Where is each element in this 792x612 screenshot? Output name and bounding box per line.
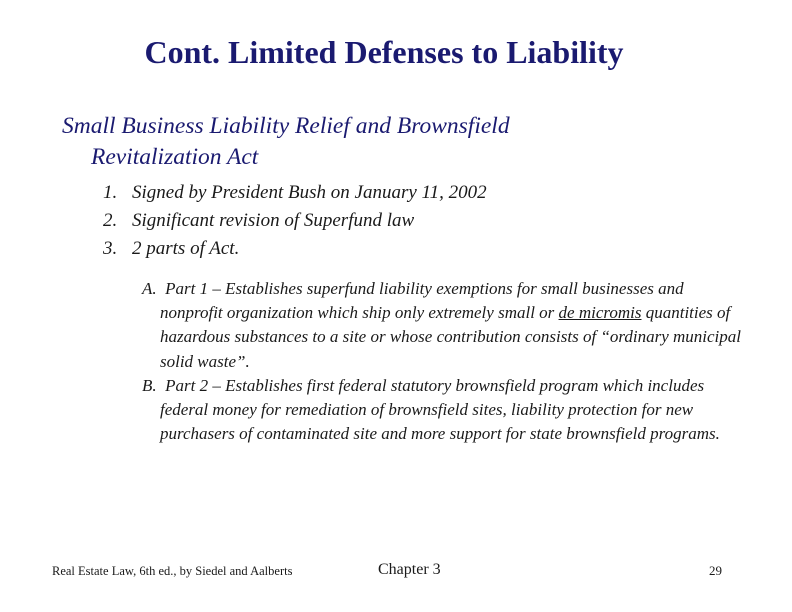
- list-item-text: Significant revision of Superfund law: [132, 210, 415, 231]
- list-item: [103, 179, 703, 207]
- part-a-text-end: quantities of hazardous substances to a site or whose contribution consists of “ordinary municipal solid waste”.: [160, 303, 742, 371]
- slide-title: Cont. Limited Defenses to Liability: [144, 34, 624, 70]
- part-a-item: [142, 277, 742, 374]
- list-item-text: Signed by President Bush on January 11, 2002: [132, 182, 487, 203]
- part-b-item: [142, 374, 742, 447]
- act-heading-line-1: Small Business Liability Relief and Brownsfield: [62, 113, 510, 139]
- act-heading-line-2: Revitalization Act: [91, 144, 259, 170]
- part-a-marker: A.: [142, 279, 157, 298]
- footer-chapter: Chapter 3: [378, 561, 441, 578]
- list-item: [103, 235, 703, 263]
- list-item-number: 3.: [103, 238, 118, 259]
- part-a-text-start: Part 1 – Establishes superfund liability exemptions for small businesses and nonprofit organization which ship only extremely small or: [160, 279, 684, 323]
- de-micromis-term: de micromis: [558, 303, 642, 323]
- numbered-list: [103, 179, 703, 263]
- list-item: [103, 207, 703, 235]
- act-parts-list: [142, 277, 742, 446]
- list-item-number: 2.: [103, 210, 118, 231]
- footer-source: Real Estate Law, 6th ed., by Siedel and Aalberts: [52, 564, 293, 578]
- list-item-number: 1.: [103, 182, 118, 203]
- part-b-marker: B.: [142, 375, 157, 395]
- act-heading: [62, 111, 702, 173]
- page-number: 29: [709, 563, 722, 578]
- part-b-text: Part 2 – Establishes first federal statutory brownsfield program which includes federal money for remediation of brownsfield sites, liability protection for new purchasers of contaminated site and more support for state brownsfield programs.: [160, 375, 720, 444]
- list-item-text: 2 parts of Act.: [132, 238, 240, 259]
